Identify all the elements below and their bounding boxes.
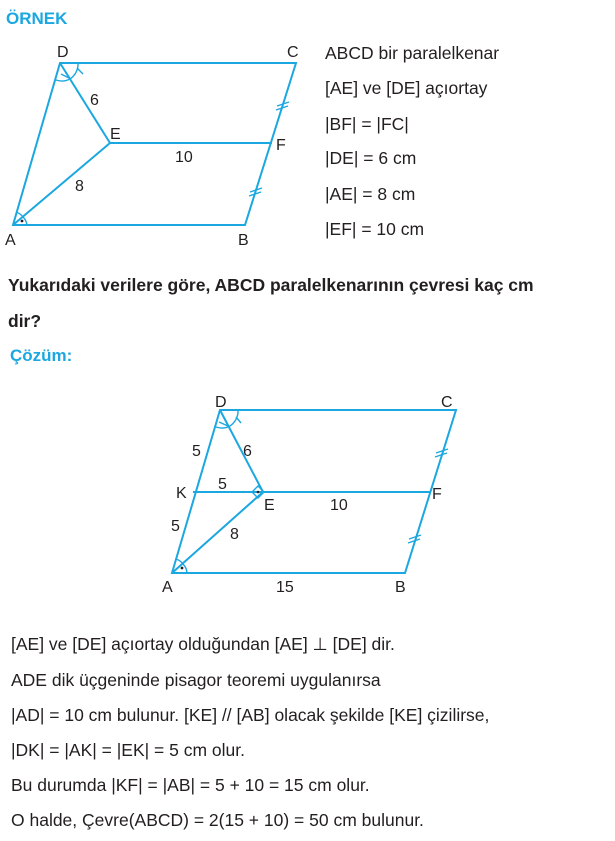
- solution-angle-a-arc-2: [176, 559, 183, 564]
- solution-label-b: B: [395, 579, 406, 596]
- solution-angle-d-arc-2: [216, 426, 230, 428]
- solution-label-k: K: [176, 485, 187, 502]
- solution-length-dk: 5: [192, 443, 201, 460]
- example-label-e: E: [110, 126, 121, 143]
- solution-angle-a-arc-1: [183, 564, 187, 573]
- solution-line-5: Bu durumda |KF| = |AB| = 5 + 10 = 15 cm olur.: [11, 775, 370, 795]
- solution-angle-a-dot: [181, 567, 184, 570]
- example-length-ef: 10: [175, 149, 193, 166]
- given-2: [AE] ve [DE] açıortay: [325, 78, 488, 98]
- solution-label-f: F: [432, 486, 442, 503]
- question-line-2: dir?: [8, 311, 42, 331]
- given-4: |DE| = 6 cm: [325, 148, 417, 168]
- solution-line-1: [AE] ve [DE] açıortay olduğundan [AE] ⊥ [DE] dir.: [11, 634, 395, 654]
- solution-length-ke: 5: [218, 476, 227, 493]
- solution-line-6: O halde, Çevre(ABCD) = 2(15 + 10) = 50 cm bulunur.: [11, 810, 424, 830]
- solution-parallelogram: [172, 410, 456, 573]
- example-label-b: B: [238, 232, 249, 249]
- solution-length-ka: 5: [171, 518, 180, 535]
- solution-line-4: |DK| = |AK| = |EK| = 5 cm olur.: [11, 740, 245, 760]
- example-label-a: A: [5, 232, 16, 249]
- question-line-1: Yukarıdaki verilere göre, ABCD paralelkenarının çevresi kaç cm: [8, 275, 534, 295]
- solution-label-a: A: [162, 579, 173, 596]
- given-1: ABCD bir paralelkenar: [325, 43, 500, 63]
- given-5: |AE| = 8 cm: [325, 184, 416, 204]
- solution-right-angle-dot: [257, 491, 260, 494]
- solution-length-de: 6: [243, 443, 252, 460]
- solution-length-ae: 8: [230, 526, 239, 543]
- solution-line-3: |AD| = 10 cm bulunur. [KE] // [AB] olacak şekilde [KE] çizilirse,: [11, 705, 490, 725]
- given-3: |BF| = |FC|: [325, 114, 409, 134]
- solution-length-ab: 15: [276, 579, 294, 596]
- solution-label-c: C: [441, 394, 453, 411]
- solution-segment-ae: [172, 492, 263, 573]
- example-label-d: D: [57, 44, 69, 61]
- example-heading: ÖRNEK: [6, 9, 68, 28]
- solution-line-2: ADE dik üçgeninde pisagor teoremi uygulanırsa: [11, 670, 381, 690]
- solution-angle-d-tick-2: [236, 417, 241, 423]
- example-label-c: C: [287, 44, 299, 61]
- solution-length-ef: 10: [330, 497, 348, 514]
- example-length-de: 6: [90, 92, 99, 109]
- example-length-ae: 8: [75, 178, 84, 195]
- solution-label-d: D: [215, 394, 227, 411]
- solution-label-e: E: [264, 497, 275, 514]
- solution-heading: Çözüm:: [10, 346, 73, 365]
- example-label-f: F: [276, 137, 286, 154]
- given-6: |EF| = 10 cm: [325, 219, 425, 239]
